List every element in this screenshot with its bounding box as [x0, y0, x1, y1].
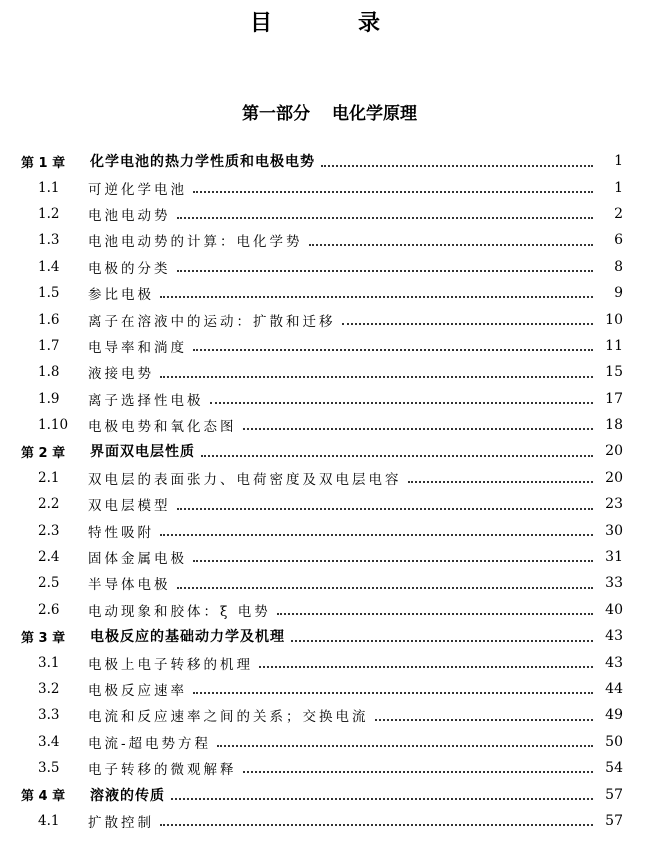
chapter-number: 第 4 章	[21, 789, 66, 805]
chapter-title: 电极反应的基础动力学及机理	[90, 629, 285, 646]
section-number: 1.1	[38, 179, 60, 196]
page-number: 54	[605, 760, 623, 777]
dot-leader	[217, 743, 593, 747]
dot-leader	[291, 638, 593, 642]
page-number: 17	[605, 390, 623, 407]
page-number: 11	[605, 337, 623, 354]
page-number: 43	[605, 628, 623, 645]
dot-leader	[243, 769, 594, 773]
page-title-part2: 录	[358, 11, 381, 36]
dot-leader	[259, 664, 593, 668]
section-number: 2.5	[38, 575, 60, 592]
dot-leader	[243, 426, 594, 430]
dot-leader	[309, 242, 594, 246]
section-number: 2.6	[38, 601, 60, 618]
section-title: 电极反应速率	[88, 683, 187, 699]
toc-section-row[interactable]	[0, 597, 659, 623]
section-title: 双电层模型	[88, 498, 171, 515]
page-number: 49	[605, 707, 623, 724]
page-number: 1	[614, 179, 623, 196]
section-title: 电极电势和氧化态图	[88, 419, 237, 436]
toc-section-row[interactable]	[0, 808, 659, 834]
toc-section-row[interactable]	[0, 755, 659, 781]
toc-chapter-row[interactable]	[0, 781, 659, 807]
page-number: 33	[605, 575, 623, 592]
dot-leader	[177, 585, 594, 589]
section-title: 可逆化学电池	[88, 181, 187, 198]
dot-leader	[321, 163, 593, 167]
page-number: 2	[614, 205, 623, 222]
toc-section-row[interactable]	[0, 333, 659, 359]
toc-section-row[interactable]	[0, 174, 659, 200]
dot-leader	[160, 822, 593, 826]
toc-section-row[interactable]	[0, 729, 659, 755]
toc-section-row[interactable]	[0, 412, 659, 438]
section-title: 双电层的表面张力、电荷密度及双电层电容	[88, 471, 402, 488]
dot-leader	[375, 717, 594, 721]
section-number: 1.3	[38, 232, 60, 249]
section-title: 特性吸附	[88, 524, 154, 541]
section-title: 电流和反应速率之间的关系；交换电流	[88, 709, 369, 726]
toc-section-row[interactable]	[0, 702, 659, 728]
toc-chapter-row[interactable]	[0, 148, 659, 174]
page-number: 10	[605, 311, 623, 328]
dot-leader	[193, 558, 593, 562]
toc-section-row[interactable]	[0, 491, 659, 517]
section-title: 电极的分类	[88, 260, 171, 277]
section-number: 2.4	[38, 549, 60, 566]
section-title: 离子在溶液中的运动：扩散和迁移	[88, 313, 336, 330]
page-number: 9	[614, 285, 623, 302]
section-number: 3.2	[38, 681, 60, 697]
chapter-number: 第 1 章	[21, 155, 66, 171]
page-number: 57	[605, 786, 623, 803]
dot-leader	[408, 479, 594, 483]
page-number: 50	[605, 733, 623, 750]
dot-leader	[210, 400, 594, 404]
section-title: 电导率和淌度	[88, 339, 187, 356]
part-number: 第一部分	[242, 104, 310, 124]
section-title: 电流-超电势方程	[88, 735, 212, 752]
dot-leader	[193, 189, 593, 193]
dot-leader	[177, 506, 594, 510]
section-title: 固体金属电极	[88, 551, 187, 568]
page-number: 8	[614, 258, 623, 275]
toc-section-row[interactable]	[0, 359, 659, 385]
dot-leader	[277, 611, 593, 615]
dot-leader	[201, 453, 593, 457]
section-number: 1.9	[38, 390, 60, 407]
toc-chapter-row[interactable]	[0, 623, 659, 649]
dot-leader	[171, 796, 593, 800]
section-number: 3.5	[38, 760, 60, 777]
dot-leader	[160, 532, 593, 536]
page-number: 40	[605, 601, 623, 618]
section-title: 半导体电极	[88, 577, 171, 594]
toc-section-row[interactable]	[0, 465, 659, 491]
toc-chapter-row[interactable]	[0, 438, 659, 464]
page-number: 15	[605, 364, 623, 381]
section-number: 2.3	[38, 522, 60, 539]
section-title: 扩散控制	[88, 814, 154, 831]
page-title-part1: 目	[250, 11, 273, 36]
section-number: 1.5	[38, 285, 60, 302]
toc-section-row[interactable]	[0, 544, 659, 570]
chapter-number: 第 2 章	[21, 445, 66, 461]
section-number: 3.3	[38, 707, 60, 724]
dot-leader	[193, 690, 593, 694]
toc-section-row[interactable]	[0, 254, 659, 280]
dot-leader	[160, 374, 593, 378]
section-number: 1.2	[38, 205, 60, 222]
section-number: 1.4	[38, 258, 60, 275]
section-title: 参比电极	[88, 287, 154, 304]
toc-section-row[interactable]	[0, 227, 659, 253]
section-number: 3.4	[38, 733, 60, 750]
chapter-title: 化学电池的热力学性质和电极电势	[90, 154, 315, 171]
section-title: 电动现象和胶体：ξ 电势	[88, 603, 271, 620]
toc-list	[0, 148, 659, 834]
part-title: 电化学原理	[332, 104, 417, 124]
toc-section-row[interactable]	[0, 570, 659, 596]
section-number: 3.1	[38, 654, 60, 671]
page-number: 57	[605, 812, 623, 829]
section-number: 1.8	[38, 364, 60, 381]
section-title: 电极上电子转移的机理	[88, 656, 253, 673]
section-title: 离子选择性电极	[88, 392, 204, 409]
section-number: 1.7	[38, 337, 60, 354]
toc-section-row[interactable]	[0, 517, 659, 543]
page-number: 20	[605, 469, 623, 486]
chapter-number: 第 3 章	[21, 630, 66, 646]
page-number: 1	[614, 153, 623, 170]
dot-leader	[193, 347, 593, 351]
section-title: 电子转移的微观解释	[88, 762, 237, 779]
section-number: 2.1	[38, 469, 60, 486]
part-heading	[0, 99, 659, 124]
section-title: 液接电势	[88, 366, 154, 383]
section-number: 1.6	[38, 311, 60, 328]
dot-leader	[177, 268, 594, 272]
page-number: 18	[605, 417, 623, 434]
toc-section-row[interactable]	[0, 676, 659, 702]
page-number: 23	[605, 496, 623, 513]
page-number: 31	[605, 549, 623, 566]
toc-section-row[interactable]	[0, 649, 659, 675]
section-title: 电池电动势	[88, 207, 171, 224]
dot-leader	[342, 321, 594, 325]
dot-leader	[177, 215, 594, 219]
chapter-title: 溶液的传质	[90, 787, 165, 804]
toc-section-row[interactable]	[0, 201, 659, 227]
section-number: 1.10	[38, 417, 69, 434]
section-title: 电池电动势的计算：电化学势	[88, 234, 303, 251]
page-number: 20	[605, 443, 623, 460]
dot-leader	[160, 294, 593, 298]
page-number: 43	[605, 654, 623, 671]
chapter-title: 界面双电层性质	[90, 444, 195, 461]
page-number: 44	[605, 681, 623, 697]
page-number: 30	[605, 522, 623, 539]
section-number: 2.2	[38, 496, 60, 513]
toc-section-row[interactable]	[0, 280, 659, 306]
page-number: 6	[614, 232, 623, 249]
toc-section-row[interactable]	[0, 386, 659, 412]
section-number: 4.1	[38, 812, 60, 829]
toc-section-row[interactable]	[0, 306, 659, 332]
